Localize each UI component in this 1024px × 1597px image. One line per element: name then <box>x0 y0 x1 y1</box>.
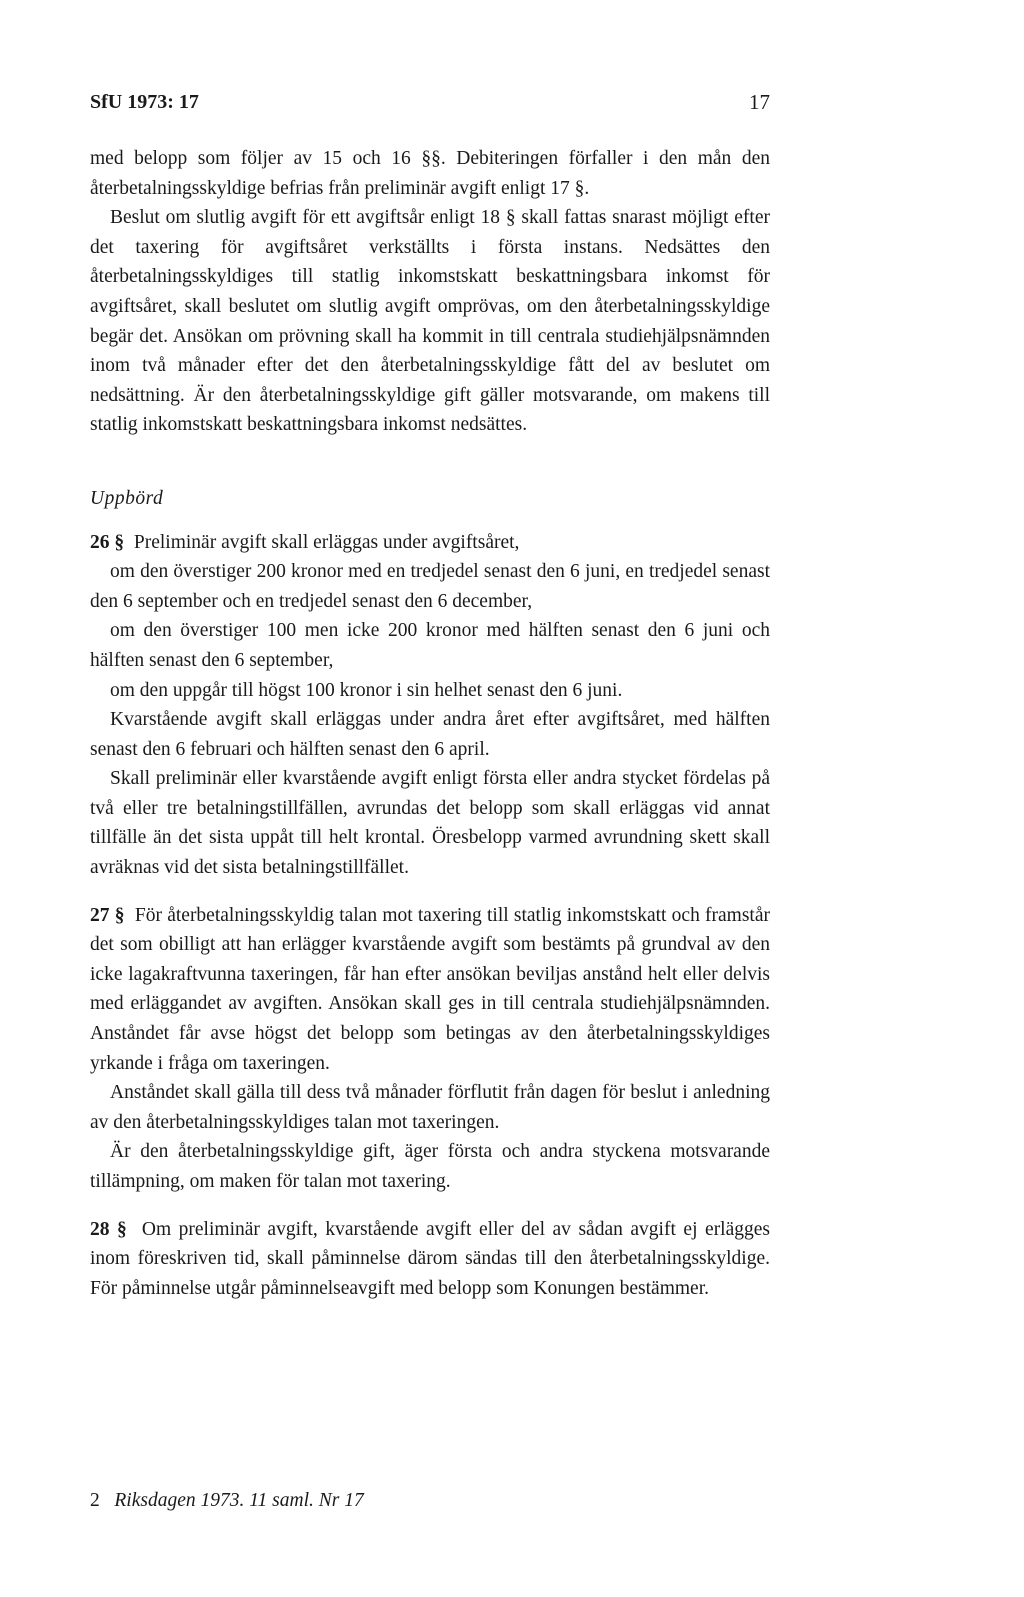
paragraph: Skall preliminär eller kvarstående avgift enligt första eller andra stycket fördelas på två eller tre betalningstillfällen, avrundas det belopp som skall erläggas vid annat tillfälle än det sista uppåt till helt krontal. Öresbelopp varmed avrundning skett skall avräknas vid det sista betalningstillfället. <box>90 768 770 879</box>
page-header <box>90 88 770 118</box>
section-28 <box>90 1215 770 1304</box>
section-number: 27 § <box>90 904 125 926</box>
paragraph: Kvarstående avgift skall erläggas under andra året efter avgiftsåret, med hälften senast den 6 februari och hälften senast den 6 april. <box>90 709 770 760</box>
section-heading: Uppbörd <box>90 487 164 509</box>
section-text: Om preliminär avgift, kvarstående avgift eller del av sådan avgift ej erlägges inom föreskriven tid, skall påminnelse därom sändas till den återbetalningsskyldige. För påminnelse utgår påminnelseavgift med belopp som Konungen bestämmer. <box>90 1218 770 1299</box>
page-number: 17 <box>749 90 770 114</box>
paragraph: Anståndet skall gälla till dess två månader förflutit från dagen för beslut i anledning av den återbetalningsskyldiges talan mot taxeringen. <box>90 1082 770 1133</box>
paragraph: Är den återbetalningsskyldige gift, äger första och andra styckena motsvarande tillämpning, om maken för talan mot taxering. <box>90 1141 770 1192</box>
section-text: Preliminär avgift skall erläggas under avgiftsåret, <box>133 531 520 553</box>
page-footer <box>90 1486 364 1516</box>
list-item: om den överstiger 100 men icke 200 kronor med hälften senast den 6 juni och hälften senast den 6 september, <box>90 620 770 671</box>
document-reference: SfU 1973: 17 <box>90 91 199 113</box>
footer-reference: Riksdagen 1973. 11 saml. Nr 17 <box>114 1490 364 1511</box>
list-item: om den överstiger 200 kronor med en tredjedel senast den 6 juni, en tredjedel senast den 6 september och en tredjedel senast den 6 december, <box>90 561 770 612</box>
footer-sheet-number: 2 <box>90 1490 100 1511</box>
section-number: 28 § <box>90 1218 127 1240</box>
document-body <box>90 144 770 1303</box>
paragraph: med belopp som följer av 15 och 16 §§. Debiteringen förfaller i den mån den återbetalningsskyldige befrias från preliminär avgift enligt 17 §. <box>90 148 770 199</box>
list-item: om den uppgår till högst 100 kronor i sin helhet senast den 6 juni. <box>110 679 623 701</box>
paragraph: Beslut om slutlig avgift för ett avgiftsår enligt 18 § skall fattas snarast möjligt efter det taxering för avgiftsåret verkställts i första instans. Nedsättes den återbetalningsskyldiges till statlig inkomstskatt beskattningsbara inkomst för avgiftsåret, skall beslutet om slutlig avgift omprövas, om den återbetalningsskyldige begär det. Ansökan om prövning skall ha kommit in till centrala studiehjälpsnämnden inom två månader efter det den återbetalningsskyldige fått del av beslutet om nedsättning. Är den återbetalningsskyldige gift gäller motsvarande, om makens till statlig inkomstskatt beskattningsbara inkomst nedsättes. <box>90 207 770 436</box>
section-text: För återbetalningsskyldig talan mot taxering till statlig inkomstskatt och framstår det som obilligt att han erlägger kvarstående avgift som bestämts på grundval av den icke lagakraftvunna taxeringen, får han efter ansökan beviljas anstånd helt eller delvis med erläggandet av avgiften. Ansökan skall ges in till centrala studiehjälpsnämnden. Anståndet får avse högst det belopp som betingas av den återbetalningsskyldiges yrkande i fråga om taxeringen. <box>90 904 770 1074</box>
section-27 <box>90 901 770 1079</box>
section-26 <box>90 528 770 558</box>
section-number: 26 § <box>90 531 125 553</box>
